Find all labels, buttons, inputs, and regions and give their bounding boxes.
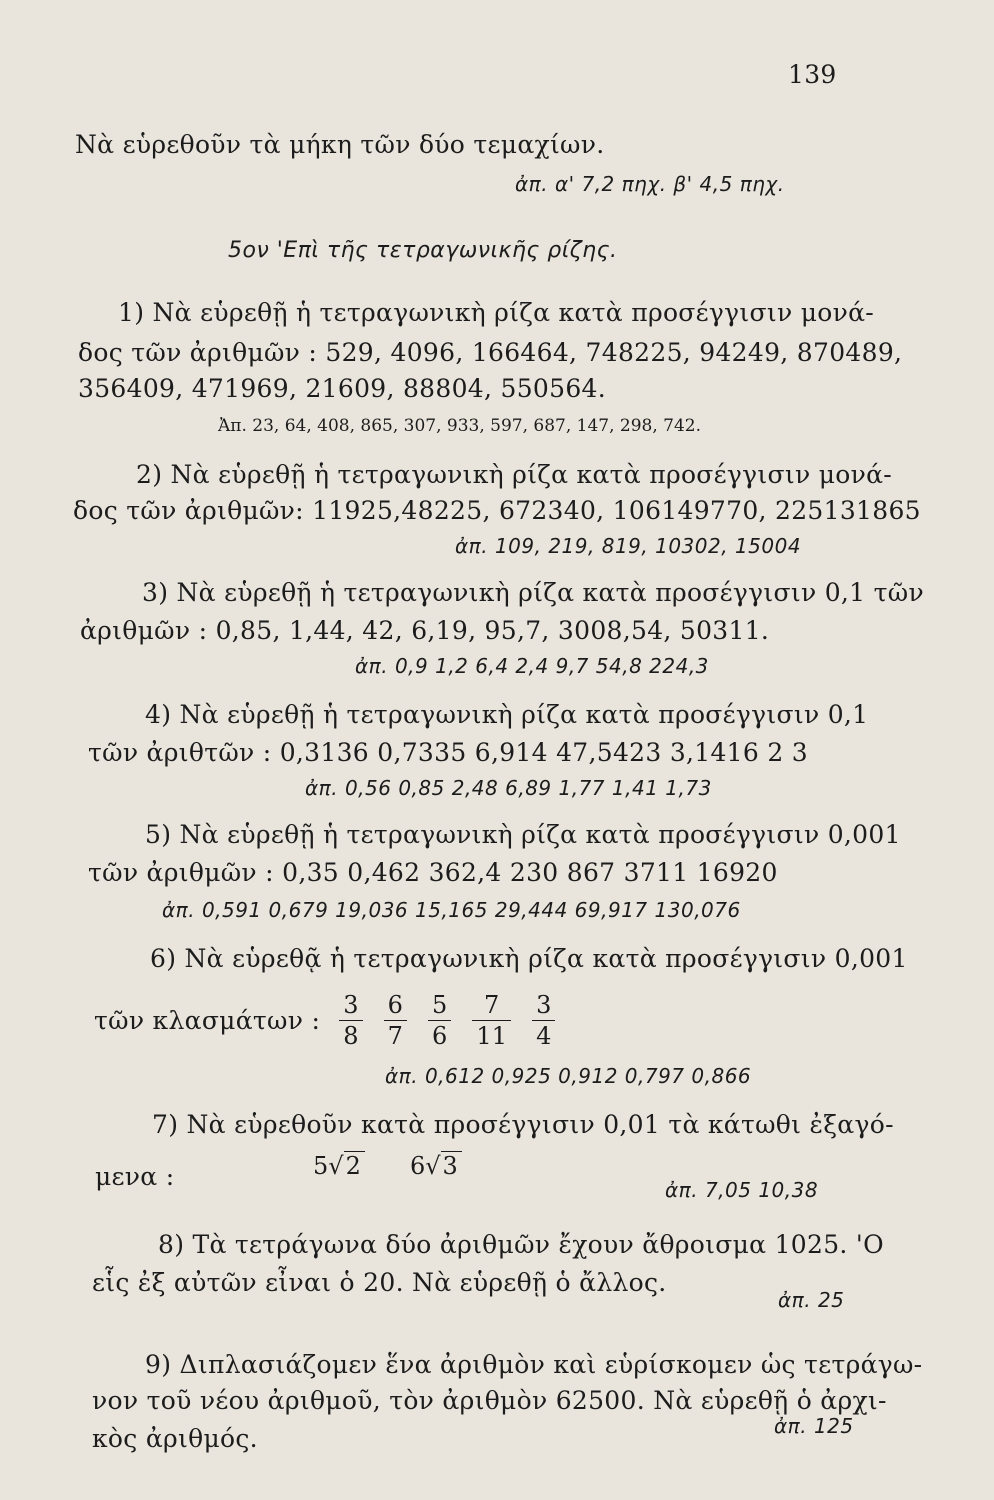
fraction xyxy=(532,990,555,1051)
page-number: 139 xyxy=(788,60,837,89)
problem-5-line-2: τῶν ἀριθμῶν : 0,35 0,462 362,4 230 867 3711 16920 xyxy=(88,858,778,887)
problem-5-answer: ἀπ. 0,591 0,679 19,036 15,165 29,444 69,917 130,076 xyxy=(162,898,741,922)
problem-3-line-2: ἀριθμῶν : 0,85, 1,44, 42, 6,19, 95,7, 3008,54, 50311. xyxy=(80,616,770,645)
problem-7-line: 7) Νὰ εὑρεθοῦν κατὰ προσέγγισιν 0,01 τὰ κάτωθι ἐξαγό- xyxy=(152,1110,894,1139)
problem-6-line: 6) Νὰ εὑρεθᾷ ἡ τετραγωνικὴ ρίζα κατὰ προσέγγισιν 0,001 xyxy=(150,944,908,973)
fraction xyxy=(428,990,451,1051)
radical-sign: √ xyxy=(328,1152,344,1180)
radical-expression xyxy=(313,1152,365,1180)
radical-expression xyxy=(410,1152,462,1180)
problem-8-answer: ἀπ. 25 xyxy=(778,1288,845,1312)
problem-8-line-1: 8) Τὰ τετράγωνα δύο ἀριθμῶν ἔχουν ἄθροισμα 1025. 'Ο xyxy=(158,1230,884,1259)
problem-1-line-2: δος τῶν ἀριθμῶν : 529, 4096, 166464, 748225, 94249, 870489, xyxy=(78,338,903,367)
numerator: 6 xyxy=(384,990,407,1021)
radical-coefficient: 5 xyxy=(313,1152,329,1180)
problem-9-line-1: 9) Διπλασιάζομεν ἕνα ἀριθμὸν καὶ εὑρίσκομεν ὡς τετράγω- xyxy=(145,1350,923,1379)
problem-4-line-2: τῶν ἀριθτῶν : 0,3136 0,7335 6,914 47,5423 3,1416 2 3 xyxy=(88,738,808,767)
fraction xyxy=(472,990,511,1051)
denominator: 4 xyxy=(536,1022,552,1050)
numerator: 7 xyxy=(472,990,511,1021)
problem-7-prefix: μενα : xyxy=(95,1162,175,1191)
fraction xyxy=(384,990,407,1051)
radical-coefficient: 6 xyxy=(409,1152,426,1180)
problem-9-line-3: κὸς ἀριθμός. xyxy=(92,1424,258,1453)
numerator: 3 xyxy=(532,990,555,1021)
problem-2-line-1: 2) Νὰ εὑρεθῇ ἡ τετραγωνικὴ ρίζα κατὰ προσέγγισιν μονά- xyxy=(136,460,893,489)
problem-3-answer: ἀπ. 0,9 1,2 6,4 2,4 9,7 54,8 224,3 xyxy=(355,654,709,678)
fraction xyxy=(339,990,362,1051)
problem-4-answer: ἀπ. 0,56 0,85 2,48 6,89 1,77 1,41 1,73 xyxy=(305,776,712,800)
problem-7-answer: ἀπ. 7,05 10,38 xyxy=(665,1178,819,1202)
intro-answer: ἀπ. α' 7,2 πηχ. β' 4,5 πηχ. xyxy=(515,172,785,196)
problem-3-line-1: 3) Νὰ εὑρεθῇ ἡ τετραγωνικὴ ρίζα κατὰ προσέγγισιν 0,1 τῶν xyxy=(142,578,924,607)
denominator: 8 xyxy=(343,1022,359,1050)
problem-8-line-2: εἷς ἐξ αὐτῶν εἶναι ὁ 20. Νὰ εὑρεθῇ ὁ ἄλλος. xyxy=(92,1268,667,1297)
intro-line: Νὰ εὑρεθοῦν τὰ μήκη τῶν δύο τεμαχίων. xyxy=(75,130,605,159)
problem-6-answer: ἀπ. 0,612 0,925 0,912 0,797 0,866 xyxy=(385,1064,752,1088)
problem-1-line-1: 1) Νὰ εὑρεθῇ ἡ τετραγωνικὴ ρίζα κατὰ προσέγγισιν μονά- xyxy=(118,298,875,327)
problem-9-answer: ἀπ. 125 xyxy=(774,1414,854,1438)
problem-1-line-3: 356409, 471969, 21609, 88804, 550564. xyxy=(78,374,606,403)
problem-2-answer: ἀπ. 109, 219, 819, 10302, 15004 xyxy=(455,534,802,558)
denominator: 7 xyxy=(387,1022,403,1050)
numerator: 5 xyxy=(428,990,451,1021)
numerator: 3 xyxy=(339,990,362,1021)
denominator: 11 xyxy=(476,1022,507,1050)
problem-1-answer: Ἀπ. 23, 64, 408, 865, 307, 933, 597, 687, 147, 298, 742. xyxy=(218,416,702,436)
problem-6-prefix: τῶν κλασμάτων : xyxy=(94,1006,321,1035)
problem-7-radicals xyxy=(313,1152,502,1180)
denominator: 6 xyxy=(432,1022,448,1050)
problem-9-line-2: νον τοῦ νέου ἀριθμοῦ, τὸν ἀριθμὸν 62500. Νὰ εὑρεθῇ ὁ ἀρχι- xyxy=(92,1386,887,1415)
problem-5-line-1: 5) Νὰ εὑρεθῇ ἡ τετραγωνικὴ ρίζα κατὰ προσέγγισιν 0,001 xyxy=(145,820,901,849)
radicand: 3 xyxy=(441,1151,462,1180)
problem-2-line-2: δος τῶν ἀριθμῶν: 11925,48225, 672340, 106149770, 225131865 xyxy=(73,496,921,525)
problem-4-line-1: 4) Νὰ εὑρεθῇ ἡ τετραγωνικὴ ρίζα κατὰ προσέγγισιν 0,1 xyxy=(145,700,869,729)
radical-sign: √ xyxy=(425,1152,441,1180)
problem-6-fractions-row xyxy=(94,990,563,1051)
radicand: 2 xyxy=(344,1151,365,1180)
section-title: 5ον 'Επὶ τῆς τετραγωνικῆς ρίζης. xyxy=(228,238,618,263)
